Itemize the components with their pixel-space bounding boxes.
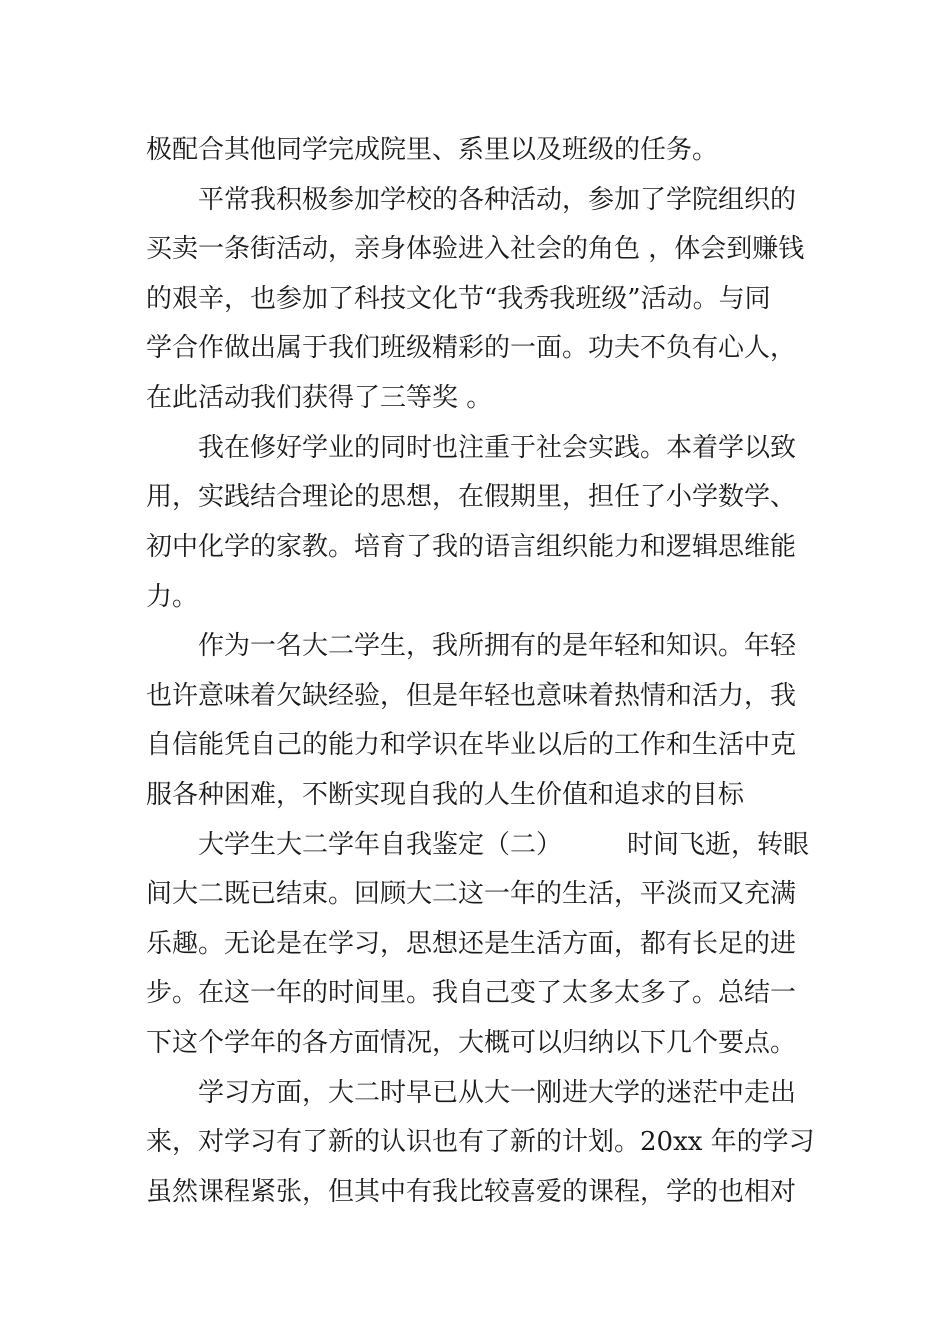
text-line: 的艰辛，也参加了科技文化节“我秀我班级”活动。与同 — [146, 284, 771, 314]
text-line: 步。在这一年的时间里。我自己变了太多太多了。总结一 — [146, 978, 797, 1008]
text-line: 间大二既已结束。回顾大二这一年的生活，平淡而又充满 — [146, 879, 797, 909]
text-line: 乐趣。无论是在学习，思想还是生活方面，都有长足的进 — [146, 929, 797, 959]
text-line: 服各种困难，不断实现自我的人生价值和追求的目标 — [146, 780, 745, 810]
text-line: 学合作做出属于我们班级精彩的一面。功夫不负有心人， — [146, 333, 797, 363]
text-line: 初中化学的家教。培育了我的语言组织能力和逻辑思维能 — [146, 532, 797, 562]
text-line: 大学生大二学年自我鉴定（二） 时间飞逝，转眼 — [146, 830, 810, 860]
text-line: 我在修好学业的同时也注重于社会实践。本着学以致 — [146, 433, 797, 463]
text-line: 买卖一条街活动，亲身体验进入社会的角色 ，体会到赚钱 — [146, 234, 805, 264]
text-line: 用，实践结合理论的思想，在假期里，担任了小学数学、 — [146, 482, 797, 512]
text-line: 也许意味着欠缺经验，但是年轻也意味着热情和活力，我 — [146, 681, 797, 711]
text-line: 极配合其他同学完成院里、系里以及班级的任务。 — [146, 135, 719, 165]
text-line: 自信能凭自己的能力和学识在毕业以后的工作和生活中克 — [146, 730, 797, 760]
text-line: 来，对学习有了新的认识也有了新的计划。20xx 年的学习 — [146, 1127, 815, 1157]
text-line: 虽然课程紧张，但其中有我比较喜爱的课程，学的也相对 — [146, 1177, 797, 1207]
text-line: 在此活动我们获得了三等奖 。 — [146, 383, 493, 413]
text-line: 作为一名大二学生，我所拥有的是年轻和知识。年轻 — [146, 631, 797, 661]
text-line: 学习方面，大二时早已从大一刚进大学的迷茫中走出 — [146, 1078, 797, 1108]
text-line: 平常我积极参加学校的各种活动，参加了学院组织的 — [146, 185, 797, 215]
text-line: 下这个学年的各方面情况，大概可以归纳以下几个要点。 — [146, 1028, 797, 1058]
text-line: 力。 — [146, 582, 199, 612]
